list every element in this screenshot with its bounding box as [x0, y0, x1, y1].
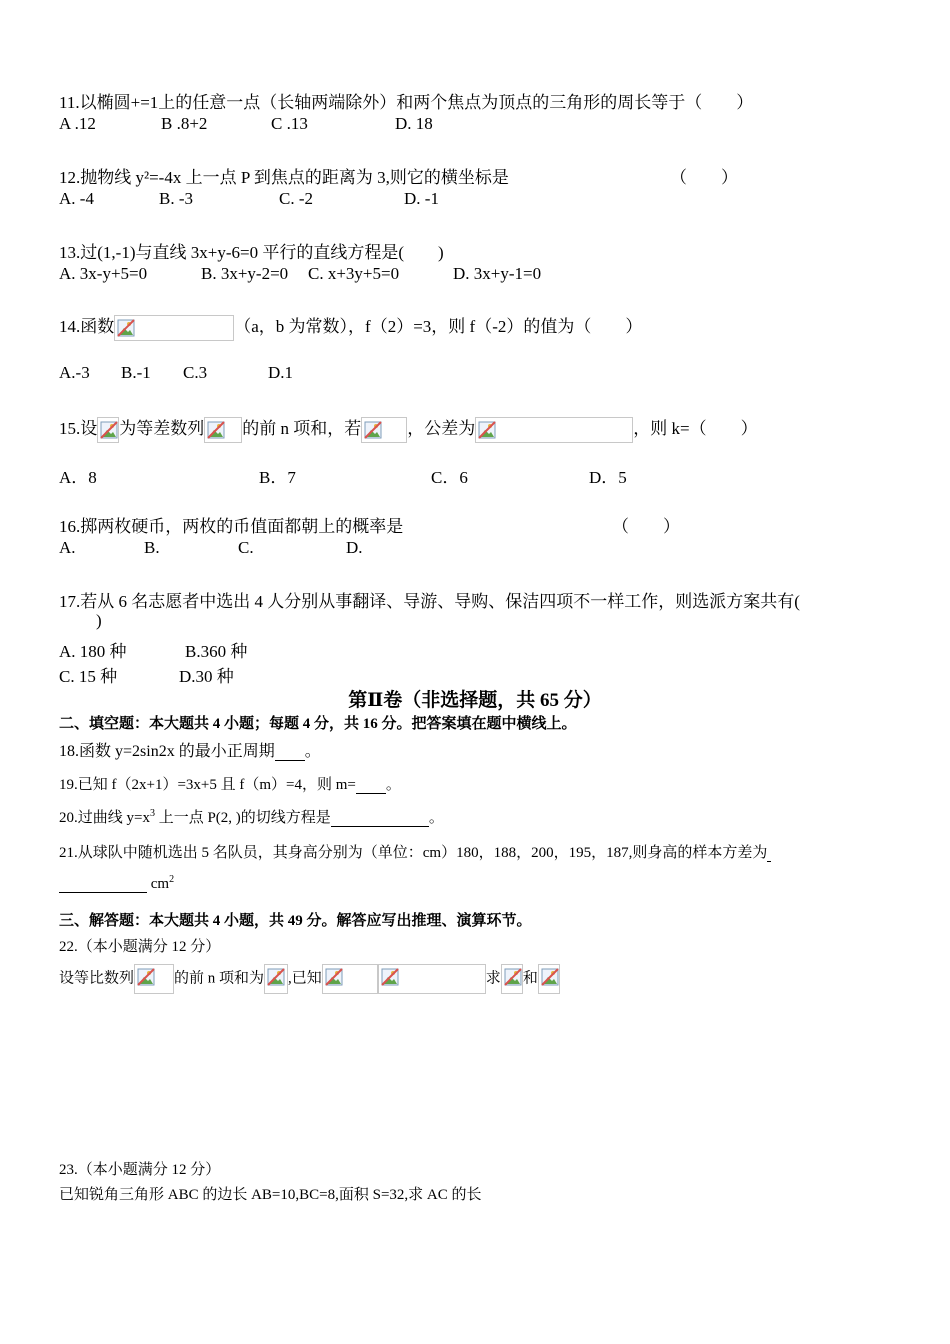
q21-answer — [59, 874, 174, 893]
option-b: B.360 种 — [185, 642, 248, 661]
formula-image — [134, 964, 174, 994]
option-a: A. 3x-y+5=0 — [59, 264, 148, 283]
formula-image — [322, 964, 378, 994]
q15-s5: ，则 k=（ ） — [633, 419, 758, 438]
q11-options — [59, 114, 433, 134]
q15-s1: 15.设 — [59, 419, 98, 438]
q20-exponent: 3 — [149, 808, 155, 819]
q22-s4: 求 — [485, 970, 501, 987]
option-a: A. — [59, 538, 76, 557]
q21-unit-exponent: 2 — [169, 874, 175, 885]
q22-stem — [59, 964, 560, 994]
q15-s4: ，公差为 — [407, 419, 476, 438]
q22-s2: 的前 n 项和为 — [174, 970, 265, 987]
answer-blank — [356, 793, 386, 794]
q15-s2: 为等差数列 — [119, 419, 205, 438]
option-d: D. 18 — [395, 114, 433, 133]
q18-text: 18.函数 y=2sin2x 的最小正周期 — [59, 743, 275, 760]
answer-blank — [59, 892, 147, 893]
q17-stem-close: ) — [96, 611, 102, 630]
option-a: A.-3 — [59, 363, 90, 382]
q17-stem: 17.若从 6 名志愿者中选出 4 人分别从事翻译、导游、导购、保洁四项不一样工作，则选派方案共有( — [59, 592, 800, 611]
q14-options — [59, 363, 293, 383]
option-c: C. — [238, 538, 254, 557]
q21 — [59, 841, 771, 862]
section3-heading: 三、解答题：本大题共 4 小题，共 49 分。解答应写出推理、演算环节。 — [59, 913, 532, 929]
option-c: C. -2 — [279, 189, 313, 208]
q15-s3: 的前 n 项和，若 — [242, 419, 362, 438]
answer-blank — [275, 760, 305, 761]
q16-stem: 16.掷两枚硬币，两枚的币值面都朝上的概率是 — [59, 517, 404, 536]
q20-text: 20.过曲线 y=x — [59, 810, 150, 826]
formula-image — [204, 417, 242, 443]
q19-end: 。 — [385, 777, 401, 793]
option-a: A .12 — [59, 114, 96, 133]
q21-unit: cm — [150, 876, 170, 892]
q19-text: 19.已知 f（2x+1）=3x+5 且 f（m）=4，则 m= — [59, 777, 356, 793]
q18 — [59, 738, 321, 761]
broken-image-icon — [267, 968, 285, 986]
q14-stem — [59, 312, 642, 341]
option-c: C.3 — [183, 363, 208, 382]
option-c: C. x+3y+5=0 — [308, 264, 400, 283]
answer-blank — [767, 861, 771, 862]
formula-image — [114, 315, 234, 341]
option-d: D. — [346, 538, 363, 557]
q20 — [59, 806, 444, 827]
broken-image-icon — [541, 968, 559, 986]
broken-image-icon — [100, 421, 118, 439]
option-b: B.-1 — [121, 363, 151, 382]
q21-text: 21.从球队中随机选出 5 名队员，其身高分别为（单位：cm）180，188，200，195，187,则身高的样本方差为 — [59, 845, 768, 861]
section2-heading: 二、填空题：本大题共 4 小题；每题 4 分，共 16 分。把答案填在题中横线上。 — [59, 716, 577, 732]
q15-stem — [59, 414, 758, 443]
formula-image — [97, 417, 119, 443]
broken-image-icon — [364, 421, 382, 439]
q15-options — [59, 463, 627, 488]
broken-image-icon — [207, 421, 225, 439]
option-a: A. -4 — [59, 189, 94, 208]
option-a: A．8 — [59, 468, 97, 487]
option-c: C. 15 种 — [59, 667, 118, 686]
q13-options — [59, 264, 541, 284]
broken-image-icon — [137, 968, 155, 986]
option-b: B. 3x+y-2=0 — [201, 264, 289, 283]
option-d: D.30 种 — [179, 667, 234, 686]
q17-options-cd — [59, 662, 234, 687]
q22-heading: 22.（本小题满分 12 分） — [59, 939, 221, 955]
formula-image — [501, 964, 523, 994]
broken-image-icon — [381, 968, 399, 986]
part2-title: 第Ⅱ卷（非选择题，共 65 分） — [348, 690, 602, 711]
q16-options — [59, 538, 363, 558]
q23-heading: 23.（本小题满分 12 分） — [59, 1162, 221, 1178]
broken-image-icon — [478, 421, 496, 439]
q22-s3: ,已知 — [288, 970, 322, 987]
formula-image — [361, 417, 407, 443]
formula-image — [264, 964, 288, 994]
broken-image-icon — [325, 968, 343, 986]
q18-end: 。 — [304, 743, 321, 760]
q22-s5: 和 — [522, 970, 538, 987]
q16-answer-paren: （ ） — [612, 517, 680, 536]
q19 — [59, 773, 401, 794]
q14-suffix: （a，b 为常数），f（2）=3，则 f（-2）的值为（ ） — [234, 317, 643, 336]
option-b: B .8+2 — [161, 114, 208, 133]
option-a: A. 180 种 — [59, 642, 127, 661]
q13-stem: 13.过(1,-1)与直线 3x+y-6=0 平行的直线方程是( ) — [59, 243, 444, 262]
q20-text-2: 上一点 P(2, )的切线方程是 — [154, 810, 331, 826]
q17-options-ab — [59, 637, 247, 662]
option-d: D．5 — [589, 468, 627, 487]
formula-image — [475, 417, 633, 443]
option-b: B．7 — [259, 468, 296, 487]
broken-image-icon — [117, 319, 135, 337]
q23-stem: 已知锐角三角形 ABC 的边长 AB=10,BC=8,面积 S=32,求 AC 的长 — [59, 1187, 482, 1203]
q12-stem: 12.抛物线 y²=-4x 上一点 P 到焦点的距离为 3,则它的横坐标是 — [59, 168, 509, 187]
option-d: D. -1 — [404, 189, 439, 208]
option-c: C .13 — [271, 114, 308, 133]
option-b: B. — [144, 538, 160, 557]
formula-image — [538, 964, 560, 994]
broken-image-icon — [504, 968, 522, 986]
q11-stem: 11.以椭圆+=1上的任意一点（长轴两端除外）和两个焦点为顶点的三角形的周长等于（ ） — [59, 93, 754, 112]
formula-image — [378, 964, 486, 994]
option-d: D.1 — [268, 363, 294, 382]
q20-end: 。 — [428, 810, 444, 826]
q14-prefix: 14.函数 — [59, 317, 115, 336]
option-c: C．6 — [431, 468, 468, 487]
option-b: B. -3 — [159, 189, 193, 208]
option-d: D. 3x+y-1=0 — [453, 264, 542, 283]
answer-blank — [331, 826, 429, 827]
q12-options — [59, 189, 439, 209]
q22-s1: 设等比数列 — [59, 970, 135, 987]
q12-answer-paren: （ ） — [670, 168, 738, 187]
